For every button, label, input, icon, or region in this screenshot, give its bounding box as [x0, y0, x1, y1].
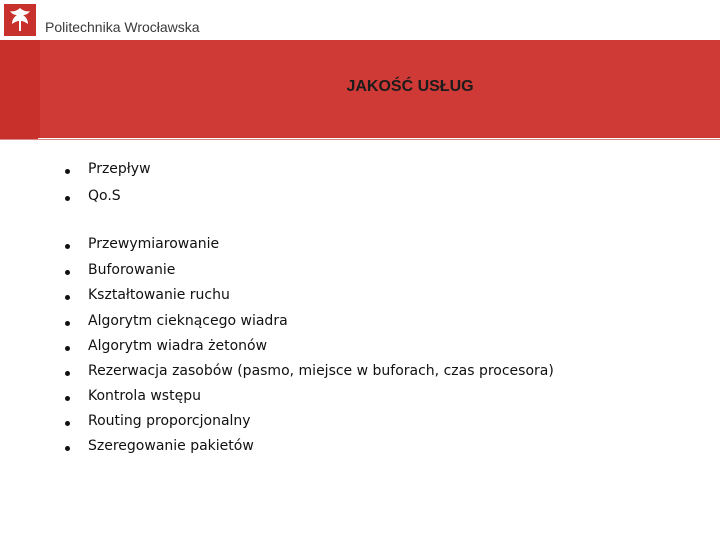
list-item-text: Buforowanie — [88, 262, 176, 278]
list-item-text: Rezerwacja zasobów (pasmo, miejsce w buforach, czas procesora) — [88, 363, 554, 379]
header-bar — [0, 0, 720, 41]
brand-name: Politechnika Wrocławska — [45, 19, 200, 35]
banner-divider — [0, 139, 720, 140]
banner-left-edge — [0, 40, 38, 140]
bullet-dot-icon — [65, 446, 70, 451]
list-item-text: Algorytm wiadra żetonów — [88, 338, 268, 354]
list-item-text: Kształtowanie ruchu — [88, 287, 230, 303]
bullet-dot-icon — [65, 396, 70, 401]
list-item-text: Przewymiarowanie — [88, 236, 220, 252]
slide-title: JAKOŚĆ USŁUG — [346, 78, 474, 95]
bullet-dot-icon — [65, 421, 70, 426]
list-item-text: Qo.S — [88, 188, 121, 204]
list-item-text: Przepływ — [88, 161, 151, 177]
bullet-dot-icon — [65, 169, 70, 174]
bullet-dot-icon — [65, 295, 70, 300]
list-item-text: Kontrola wstępu — [88, 388, 201, 404]
bullet-dot-icon — [65, 321, 70, 326]
list-item-text: Routing proporcjonalny — [88, 413, 251, 429]
eagle-logo-icon — [4, 4, 36, 36]
bullet-dot-icon — [65, 196, 70, 201]
bullet-dot-icon — [65, 346, 70, 351]
list-item-text: Algorytm cieknącego wiadra — [88, 313, 288, 329]
bullet-dot-icon — [65, 244, 70, 249]
bullet-dot-icon — [65, 371, 70, 376]
title-box — [40, 40, 720, 138]
bullet-dot-icon — [65, 270, 70, 275]
list-item-text: Szeregowanie pakietów — [88, 438, 254, 454]
